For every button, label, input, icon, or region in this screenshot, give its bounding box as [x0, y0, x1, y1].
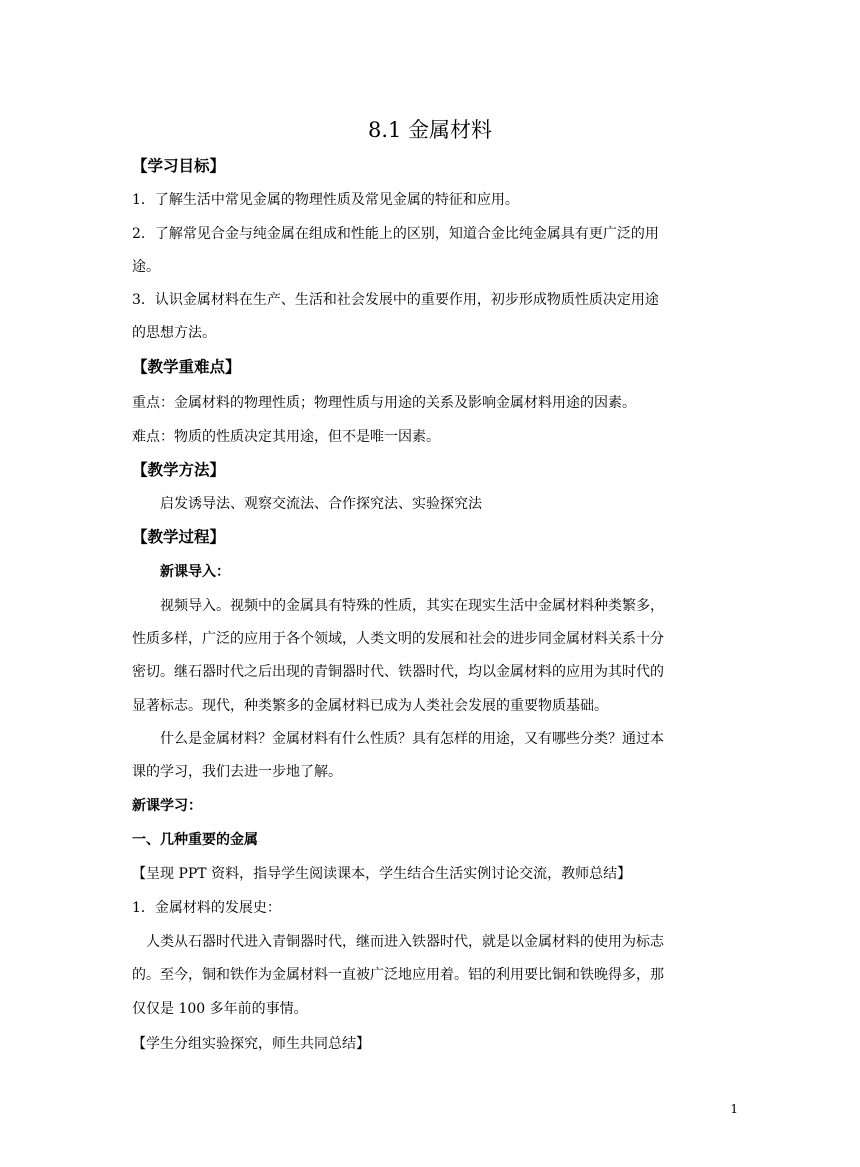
history-title: 1．金属材料的发展史：: [132, 900, 281, 916]
focus-text: 重点：金属材料的物理性质；物理性质与用途的关系及影响金属材料用途的因素。: [132, 395, 636, 411]
objective-item: 的思想方法。: [132, 325, 216, 341]
question-line: 什么是金属材料？金属材料有什么性质？具有怎样的用途，又有哪些分类？通过本: [160, 731, 664, 747]
intro-line: 密切。继石器时代之后出现的青铜器时代、铁器时代，均以金属材料的应用为其时代的: [132, 664, 664, 680]
objective-item: 2．了解常见合金与纯金属在组成和性能上的区别，知道合金比纯金属具有更广泛的用: [132, 226, 659, 242]
history-line: 的。至今，铜和铁作为金属材料一直被广泛地应用着。铝的利用要比铜和铁晚得多，那: [132, 967, 664, 983]
new-lesson-label: 新课学习：: [132, 798, 202, 814]
intro-line: 视频导入。视频中的金属具有特殊的性质，其实在现实生活中金属材料种类繁多，: [160, 598, 664, 614]
page-title: 8.1 金属材料: [367, 118, 493, 142]
difficulty-text: 难点：物质的性质决定其用途，但不是唯一因素。: [132, 429, 440, 445]
question-line: 课的学习，我们去进一步地了解。: [132, 764, 342, 780]
process-heading: 【教学过程】: [132, 528, 226, 546]
objective-item: 1．了解生活中常见金属的物理性质及常见金属的特征和应用。: [132, 192, 519, 208]
intro-line: 性质多样，广泛的应用于各个领域，人类文明的发展和社会的进步同金属材料关系十分: [132, 631, 664, 647]
key-points-heading: 【教学重难点】: [132, 358, 241, 376]
instruction-bracket: 【呈现 PPT 资料，指导学生阅读课本，学生结合生活实例讨论交流，教师总结】: [132, 866, 632, 882]
instruction-bracket: 【学生分组实验探究，师生共同总结】: [132, 1036, 370, 1052]
methods-heading: 【教学方法】: [132, 461, 226, 479]
section-heading: 一、几种重要的金属: [132, 832, 258, 848]
objective-item: 途。: [132, 259, 160, 275]
intro-line: 显著标志。现代，种类繁多的金属材料已成为人类社会发展的重要物质基础。: [132, 698, 608, 714]
history-line: 人类从石器时代进入青铜器时代，继而进入铁器时代，就是以金属材料的使用为标志: [146, 934, 664, 950]
methods-text: 启发诱导法、观察交流法、合作探究法、实验探究法: [160, 496, 482, 512]
history-line: 仅仅是 100 多年前的事情。: [132, 1001, 308, 1017]
intro-label: 新课导入：: [160, 564, 230, 580]
objectives-heading: 【学习目标】: [132, 157, 226, 175]
objective-item: 3．认识金属材料在生产、生活和社会发展中的重要作用，初步形成物质性质决定用途: [132, 292, 659, 308]
page-number: 1: [730, 1102, 738, 1116]
